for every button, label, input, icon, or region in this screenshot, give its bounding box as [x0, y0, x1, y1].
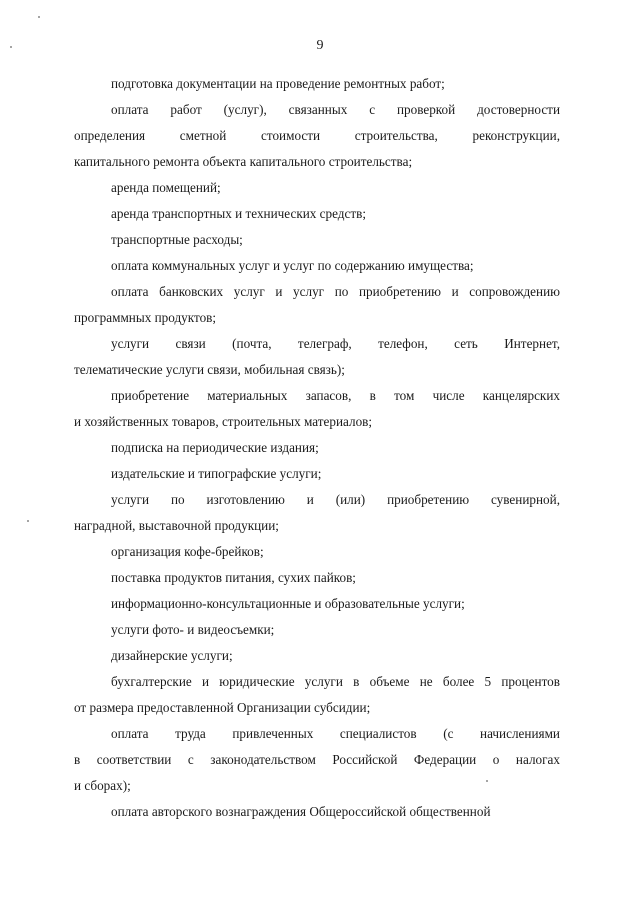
paragraph	[74, 721, 560, 799]
text-line: оплата работ (услуг), связанных с проверкой достоверности	[111, 102, 560, 117]
text-line: капитального ремонта объекта капитального строительства;	[74, 154, 413, 169]
paragraph	[74, 591, 560, 617]
scan-artifact	[27, 520, 29, 522]
text-line: услуги связи (почта, телеграф, телефон, сеть Интернет,	[111, 336, 560, 351]
paragraph	[74, 331, 560, 383]
paragraph	[74, 201, 560, 227]
text-line: в соответствии с законодательством Российской Федерации о налогах	[74, 752, 560, 767]
text-line: от размера предоставленной Организации субсидии;	[74, 700, 371, 715]
paragraph	[74, 669, 560, 721]
paragraph	[74, 175, 560, 201]
text-line: поставка продуктов питания, сухих пайков;	[111, 570, 356, 585]
text-line: услуги по изготовлению и (или) приобретению сувенирной,	[111, 492, 560, 507]
text-line: наградной, выставочной продукции;	[74, 518, 279, 533]
text-line: дизайнерские услуги;	[111, 648, 233, 663]
paragraph	[74, 383, 560, 435]
scan-artifact	[486, 780, 488, 782]
paragraph	[74, 643, 560, 669]
text-line: подготовка документации на проведение ремонтных работ;	[111, 76, 445, 91]
text-line: и сборах);	[74, 778, 131, 793]
text-line: аренда помещений;	[111, 180, 221, 195]
paragraph	[74, 71, 560, 97]
page-number: 9	[316, 38, 324, 53]
scan-artifact	[10, 46, 12, 48]
text-line: программных продуктов;	[74, 310, 217, 325]
paragraph	[74, 227, 560, 253]
text-line: оплата банковских услуг и услуг по приобретению и сопровождению	[111, 284, 560, 299]
text-line: и хозяйственных товаров, строительных материалов;	[74, 414, 373, 429]
paragraph	[74, 565, 560, 591]
text-line: аренда транспортных и технических средств;	[111, 206, 367, 221]
text-line: бухгалтерские и юридические услуги в объеме не более 5 процентов	[111, 674, 560, 689]
paragraph	[74, 279, 560, 331]
text-line: оплата труда привлеченных специалистов (с начислениями	[111, 726, 560, 741]
text-line: транспортные расходы;	[111, 232, 243, 247]
paragraph	[74, 253, 560, 279]
text-line: приобретение материальных запасов, в том числе канцелярских	[111, 388, 560, 403]
text-line: организация кофе-брейков;	[111, 544, 264, 559]
paragraph	[74, 617, 560, 643]
text-line: оплата коммунальных услуг и услуг по содержанию имущества;	[111, 258, 474, 273]
text-line: издательские и типографские услуги;	[111, 466, 322, 481]
text-line: оплата авторского вознаграждения Общероссийской общественной	[111, 804, 491, 819]
paragraph	[74, 461, 560, 487]
paragraph	[74, 487, 560, 539]
paragraph	[74, 539, 560, 565]
text-line: услуги фото- и видеосъемки;	[111, 622, 275, 637]
text-line: телематические услуги связи, мобильная связь);	[74, 362, 345, 377]
paragraph	[74, 799, 560, 825]
paragraph	[74, 97, 560, 175]
text-line: информационно-консультационные и образовательные услуги;	[111, 596, 465, 611]
text-line: подписка на периодические издания;	[111, 440, 319, 455]
document-body	[74, 71, 560, 825]
text-line: определения сметной стоимости строительства, реконструкции,	[74, 128, 560, 143]
scan-artifact	[38, 16, 40, 18]
paragraph	[74, 435, 560, 461]
